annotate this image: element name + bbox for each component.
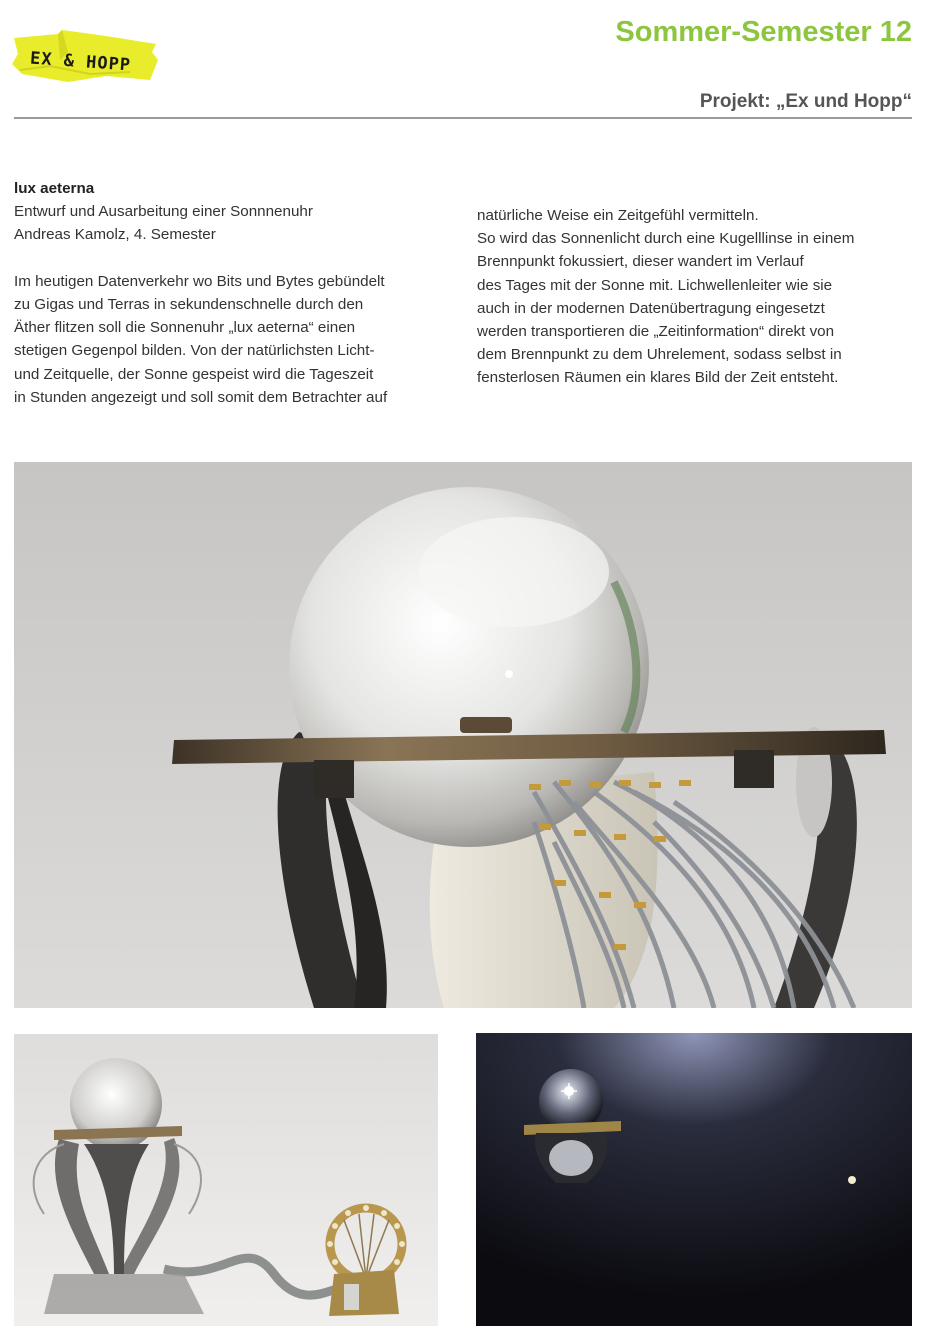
body-line: in Stunden angezeigt und soll somit dem Betrachter auf <box>14 388 388 406</box>
body-line: des Tages mit der Sonne mit. Lichwellenleiter wie sie <box>477 276 833 294</box>
body-line: auch in der modernen Datenübertragung eingesetzt <box>477 299 825 317</box>
body-line: So wird das Sonnenlicht durch eine Kugelllinse in einem <box>477 230 855 248</box>
project-subtitle: Projekt: „Ex und Hopp“ <box>699 91 912 112</box>
byline-line: Entwurf und Ausarbeitung einer Sonnnenuhr <box>14 203 313 221</box>
night-light-photo <box>476 1033 912 1326</box>
header-divider <box>14 117 912 119</box>
body-line: Brennpunkt fokussiert, dieser wandert im Verlauf <box>477 253 804 271</box>
body-line: werden transportieren die „Zeitinformation“ direkt von <box>477 323 835 341</box>
logo <box>10 30 160 86</box>
object-overview-photo <box>14 1034 438 1326</box>
body-line: natürliche Weise ein Zeitgefühl vermitteln. <box>477 207 759 224</box>
body-line: zu Gigas und Terras in sekundenschnelle durch den <box>14 296 364 313</box>
article-heading: lux aeterna <box>14 180 95 197</box>
main-photo <box>14 462 912 1008</box>
body-line: Im heutigen Datenverkehr wo Bits und Bytes gebündelt <box>14 272 385 290</box>
text-column-right <box>477 204 917 390</box>
logo-text: EX & HOPP <box>29 48 132 76</box>
body-line: und Zeitquelle, der Sonne gespeist wird die Tageszeit <box>14 365 374 383</box>
paragraph-gap <box>14 247 459 270</box>
body-line: Äther flitzen soll die Sonnenuhr „lux aeterna“ einen <box>14 319 356 337</box>
body-line: fensterlosen Räumen ein klares Bild der Zeit entsteht. <box>477 369 839 387</box>
page-title: Sommer-Semester 12 <box>615 16 912 48</box>
body-line: dem Brennpunkt zu dem Uhrelement, sodass selbst in <box>477 346 842 364</box>
text-column-left <box>14 177 459 409</box>
body-line: stetigen Gegenpol bilden. Von der natürlichsten Licht- <box>14 342 375 360</box>
byline-line: Andreas Kamolz, 4. Semester <box>14 226 216 244</box>
